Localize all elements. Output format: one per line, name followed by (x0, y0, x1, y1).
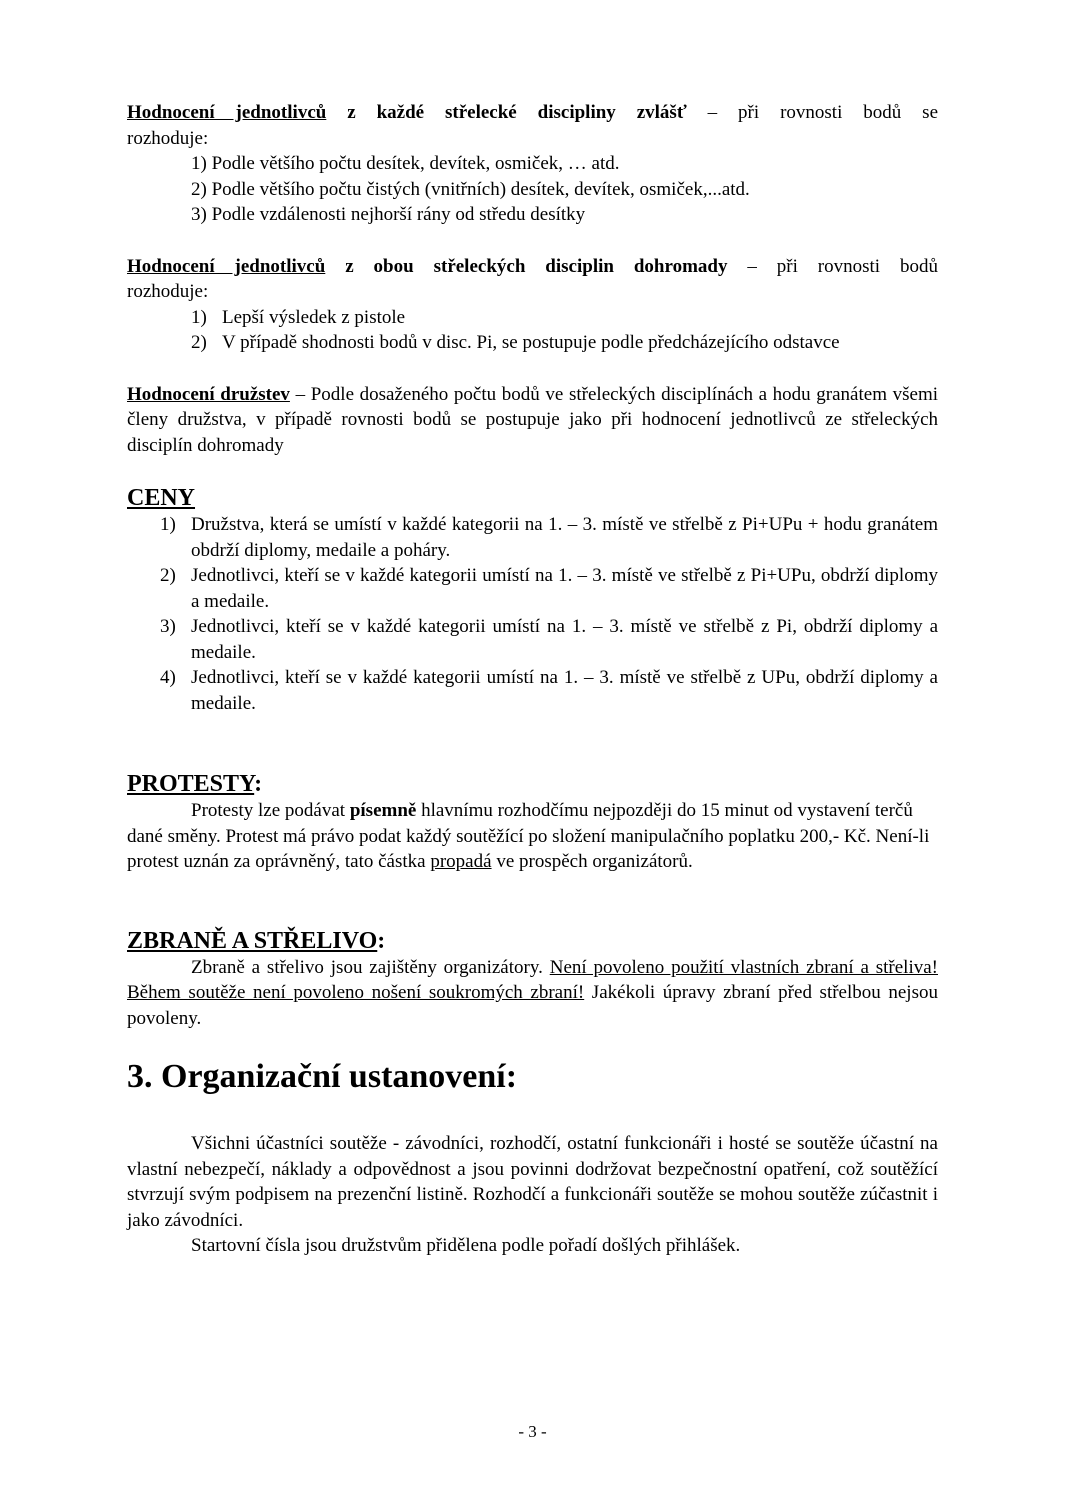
list-text: Jednotlivci, kteří se v každé kategorii umístí na 1. – 3. místě ve střelbě z Pi, obdrží diplomy a medaile. (191, 616, 938, 663)
list-item: 1) Podle většího počtu desítek, devítek, osmiček, … atd. (191, 153, 620, 174)
list-number: 1) (160, 514, 176, 535)
zbrane-title: ZBRANĚ A STŘELIVO (127, 927, 378, 954)
list-item (127, 512, 938, 563)
eval-individual-line2: rozhoduje: (127, 127, 209, 149)
eval-individual-both-heading (127, 254, 938, 280)
protesty-text-3: ve prospěch organizátorů. (491, 851, 693, 872)
eval-teams-title: Hodnocení družstev (127, 383, 290, 405)
list-item: 2) Podle většího počtu čistých (vnitřních) desítek, devítek, osmiček,...atd. (191, 178, 750, 200)
zbrane-heading (127, 927, 938, 955)
protesty-paragraph (127, 798, 938, 875)
eval-individual-both-list (127, 305, 938, 356)
eval-teams-text: – Podle dosaženého počtu bodů ve střeleckých disciplínách a hodu granátem všemi členy družstva, v případě rovnosti bodů se postupuje jako při hodnocení jednotlivců ze střeleckých disciplín dohromady (127, 383, 939, 456)
list-text: Jednotlivci, kteří se v každé kategorii umístí na 1. – 3. místě ve střelbě z UPu, obdrží diplomy a medaile. (191, 667, 938, 714)
document-page (127, 100, 938, 1259)
list-text: Jednotlivci, kteří se v každé kategorii umístí na 1. – 3. místě ve střelbě z Pi+UPu, obdrží diplomy a medaile. (191, 565, 938, 612)
eval-individual-rest: – při rovnosti bodů se (707, 102, 939, 123)
ceny-heading (127, 484, 938, 512)
page-number: - 3 - (518, 1422, 547, 1441)
list-text: Lepší výsledek z pistole (222, 306, 406, 328)
eval-individual-both-section (127, 254, 938, 356)
list-number: 3) (160, 616, 176, 637)
eval-individual-title: Hodnocení jednotlivců (127, 102, 327, 123)
org-paragraph-2: Startovní čísla jsou družstvům přidělena podle pořadí došlých přihlášek. (191, 1235, 741, 1256)
protesty-underlined: propadá (430, 851, 492, 872)
protesty-heading (127, 770, 938, 798)
protesty-colon: : (254, 771, 263, 797)
eval-individual-both-rest: – při rovnosti bodů (747, 255, 938, 277)
protesty-text-2: hlavnímu rozhodčímu nejpozději do 15 minut od vystavení terčů dané směny. Protest má právo podat každý soutěžící po složení manipulačního poplatku 200,- Kč. Není-li protest uznán za oprávněný, tato částka (127, 800, 930, 872)
ceny-title: CENY (127, 485, 196, 511)
eval-individual-both-title: Hodnocení jednotlivců (127, 255, 326, 277)
list-item (127, 305, 938, 331)
org-paragraph-1: Všichni účastníci soutěže - závodníci, rozhodčí, ostatní funkcionáři i hosté se soutěže účastní na vlastní nebezpečí, náklady a odpovědnost a jsou povinni dodržovat bezpečnostní opatření, což soutěžící stvrzují svým podpisem na prezenční listině. Rozhodčí a funkcionáři soutěže se mohou soutěže zúčastnit i jako závodníci. (127, 1133, 938, 1231)
list-number: 1) (191, 306, 207, 328)
zbrane-underlined: Není povoleno použití vlastních zbraní a střeliva! Během soutěže není povoleno nošení soukromých zbraní! (127, 956, 938, 1003)
eval-teams-paragraph (127, 382, 938, 459)
list-item (127, 330, 938, 356)
zbrane-text-2: Jakékoli úpravy zbraní před střelbou nejsou povoleny. (127, 982, 938, 1029)
list-text: V případě shodnosti bodů v disc. Pi, se postupuje podle předcházejícího odstavce (222, 332, 840, 353)
eval-individual-both-subtitle: z obou střeleckých disciplin dohromady (345, 255, 728, 277)
list-item (127, 614, 938, 665)
eval-individual-subtitle: z každé střelecké discipliny zvlášť (347, 102, 687, 123)
protesty-bold: písemně (349, 800, 417, 821)
list-item (127, 563, 938, 614)
protesty-text-1: Protesty lze podávat (191, 800, 350, 821)
org-heading: 3. Organizační ustanovení: (127, 1058, 518, 1095)
eval-individual-each-section (127, 100, 938, 228)
zbrane-colon: : (377, 927, 386, 954)
eval-individual-list (127, 151, 938, 228)
zbrane-paragraph (127, 955, 938, 1032)
eval-individual-each-heading (127, 100, 938, 126)
list-item (127, 665, 938, 716)
eval-individual-both-line2: rozhoduje: (127, 281, 209, 302)
list-text: Družstva, která se umístí v každé kategorii na 1. – 3. místě ve střelbě z Pi+UPu + hodu granátem obdrží diplomy, medaile a poháry. (191, 514, 938, 561)
list-number: 4) (160, 667, 176, 688)
list-number: 2) (160, 565, 176, 586)
zbrane-text-1: Zbraně a střelivo jsou zajištěny organizátory. (191, 956, 550, 978)
ceny-list (127, 512, 938, 716)
list-item: 3) Podle vzdálenosti nejhorší rány od středu desítky (191, 204, 586, 225)
list-number: 2) (191, 332, 207, 353)
protesty-title: PROTESTY (127, 771, 255, 797)
